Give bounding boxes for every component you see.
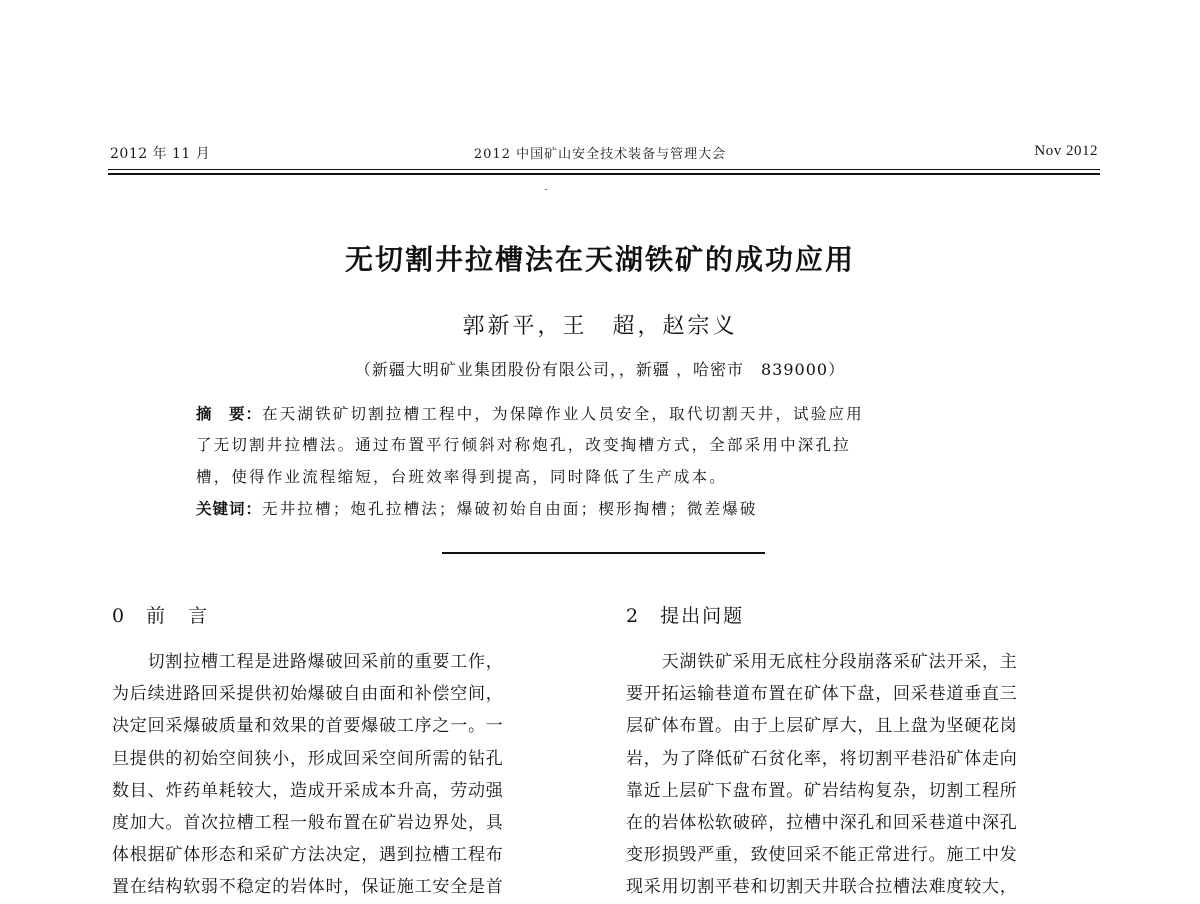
header-rule-thick <box>108 173 1100 175</box>
right-column-body <box>626 646 1098 904</box>
keywords-label: 关键词： <box>196 500 263 518</box>
paper-authors: 郭新平，王 超，赵宗义 <box>462 314 738 339</box>
section-heading-problem <box>626 601 744 628</box>
body-line: 变形损毁严重，致使回采不能正常进行。施工中发 <box>626 845 1018 866</box>
body-line: 数目、炸药单耗较大，造成开采成本升高，劳动强 <box>112 780 504 801</box>
scan-speck <box>545 189 547 190</box>
section-number: 0 <box>112 605 127 627</box>
body-line: 置在结构软弱不稳定的岩体时，保证施工安全是首 <box>112 877 504 898</box>
abstract-label: 摘 要： <box>196 405 263 423</box>
body-line: 为后续进路回采提供初始爆破自由面和补偿空间， <box>112 684 504 705</box>
running-header-date-en: Nov 2012 <box>1034 143 1098 159</box>
body-line: 岩，为了降低矿石贫化率，将切割平巷沿矿体走向 <box>626 748 1018 769</box>
abstract-line-3: 槽，使得作业流程缩短，台班效率得到提高，同时降低了生产成本。 <box>196 468 728 486</box>
body-line: 在的岩体松软破碎，拉槽中深孔和回采巷道中深孔 <box>626 813 1018 834</box>
section-number: 2 <box>626 605 641 627</box>
body-line: 层矿体布置。由于上层矿厚大，且上盘为坚硬花岗 <box>626 716 1018 737</box>
running-header-date: 2012 年 11 月 <box>110 146 211 162</box>
section-title: 提出问题 <box>660 605 745 627</box>
abstract-divider <box>442 552 765 554</box>
running-header-conference: 2012 中国矿山安全技术装备与管理大会 <box>473 147 727 162</box>
author-affiliation: （新疆大明矿业集团股份有限公司，，新疆 ，哈密市 839000） <box>354 360 846 379</box>
section-heading-introduction <box>112 601 209 628</box>
body-line: 天湖铁矿采用无底柱分段崩落采矿法开采，主 <box>626 652 1018 672</box>
abstract-line-2: 了无切割井拉槽法。通过布置平行倾斜对称炮孔，改变掏槽方式，全部采用中深孔拉 <box>196 436 851 454</box>
section-title: 前 言 <box>146 605 210 627</box>
body-line: 度加大。首次拉槽工程一般布置在矿岩边界处，具 <box>112 813 504 834</box>
body-line: 切割拉槽工程是进路爆破回采前的重要工作， <box>112 652 504 672</box>
body-line: 旦提供的初始空间狭小，形成回采空间所需的钻孔 <box>112 748 504 769</box>
abstract-line-1 <box>196 402 1026 424</box>
keywords-text: 无井拉槽；炮孔拉槽法；爆破初始自由面；楔形掏槽；微差爆破 <box>262 500 758 518</box>
body-line: 体根据矿体形态和采矿方法决定，遇到拉槽工程布 <box>112 845 504 866</box>
body-line: 靠近上层矿下盘布置。矿岩结构复杂，切割工程所 <box>626 780 1018 801</box>
body-line: 决定回采爆破质量和效果的首要爆破工序之一。一 <box>112 716 504 737</box>
body-line: 现采用切割平巷和切割天井联合拉槽法难度较大， <box>626 877 1018 898</box>
left-column-body <box>112 646 584 904</box>
body-line: 要开拓运输巷道布置在矿体下盘，回采巷道垂直三 <box>626 684 1018 705</box>
paper-title: 无切割井拉槽法在天湖铁矿的成功应用 <box>344 243 855 276</box>
header-rule-thin <box>108 169 1100 170</box>
abstract-text: 在天湖铁矿切割拉槽工程中，为保障作业人员安全，取代切割天井，试验应用 <box>262 405 864 423</box>
keywords-line <box>196 497 1026 519</box>
